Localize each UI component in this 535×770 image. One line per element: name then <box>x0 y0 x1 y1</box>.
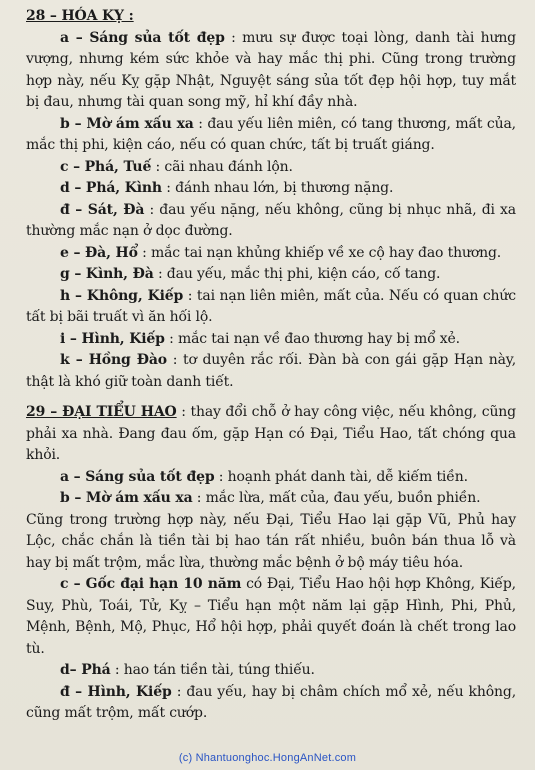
list-item-continuation: Cũng trong trường hợp này, nếu Đại, Tiểu Hao lại gặp Vũ, Phủ hay Lộc, chắc chắn là tiền tài bị hao tán rất nhiều, buôn bán thua lỗ và hay bị mất trộm, mắc lừa, thường mắc bệnh ở bộ máy tiêu hóa. <box>26 511 516 571</box>
list-item: e – Đà, Hổ : mắc tai nạn khủng khiếp về xe cộ hay đao thương. <box>60 244 502 261</box>
list-item: đ – Hình, Kiếp : đau yếu, hay bị châm chích mổ xẻ, nếu không, cũng mất trộm, mất cướp. <box>26 683 516 721</box>
list-item: d– Phá : hao tán tiền tài, túng thiếu. <box>60 662 315 678</box>
list-item: k – Hồng Đào : tơ duyên rắc rối. Đàn bà con gái gặp Hạn này, thật là khó giữ toàn danh tiết. <box>26 352 516 390</box>
section-29-intro: 29 – ĐẠI TIỂU HAO : thay đổi chỗ ở hay công việc, nếu không, cũng phải xa nhà. Đang đau ốm, gặp Hạn có Đại, Tiểu Hao, tất chóng qua khỏi. <box>26 404 516 463</box>
list-item: a – Sáng sủa tốt đẹp : hoạnh phát danh tài, dễ kiếm tiền. <box>60 468 468 485</box>
list-item: b – Mờ ám xấu xa : mắc lừa, mất của, đau yếu, buồn phiền. <box>60 490 481 506</box>
page-content <box>26 6 516 725</box>
list-item: d – Phá, Kình : đánh nhau lớn, bị thương nặng. <box>60 180 394 196</box>
list-item: a – Sáng sủa tốt đẹp : mưu sự được toại lòng, danh tài hưng vượng, nhưng kém sức khỏe và hay mắc thị phi. Cũng trong trường hợp này, nếu Kỵ gặp Nhật, Nguyệt sáng sủa tốt đẹp hội hợp, tuy mắt bị đau, nhưng tài quan song mỹ, hỉ khí đầy nhà. <box>26 29 516 110</box>
list-item: c – Phá, Tuế : cãi nhau đánh lộn. <box>60 158 293 175</box>
section-title-28: 28 – HÓA KỴ : <box>26 8 134 24</box>
list-item: g – Kình, Đà : đau yếu, mắc thị phi, kiện cáo, cố tang. <box>60 266 441 282</box>
list-item: h – Không, Kiếp : tai nạn liên miên, mất của. Nếu có quan chức tất bị bãi truất vì ăn hối lộ. <box>26 287 516 325</box>
list-item: i – Hình, Kiếp : mắc tai nạn về đao thương hay bị mổ xẻ. <box>60 330 460 347</box>
list-item: c – Gốc đại hạn 10 năm có Đại, Tiểu Hao hội hợp Không, Kiếp, Suy, Phù, Toái, Tử, Kỵ – Tiểu hạn một năm lại gặp Hình, Phi, Phủ, Mệnh, Bệnh, Mộ, Phục, Hổ hội hợp, phải quyết đoán là chết trong lao tù. <box>26 576 516 657</box>
watermark-footer: (c) Nhantuonghoc.HongAnNet.com <box>178 752 357 764</box>
list-item: đ – Sát, Đà : đau yếu nặng, nếu không, cũng bị nhục nhã, đi xa thường mắc nạn ở dọc đường. <box>26 201 516 239</box>
section-title-29: 29 – ĐẠI TIỂU HAO <box>26 404 177 420</box>
list-item: b – Mờ ám xấu xa : đau yếu liên miên, có tang thương, mất của, mắc thị phi, kiện cáo, nếu có quan chức, tất bị truất giáng. <box>26 115 516 153</box>
